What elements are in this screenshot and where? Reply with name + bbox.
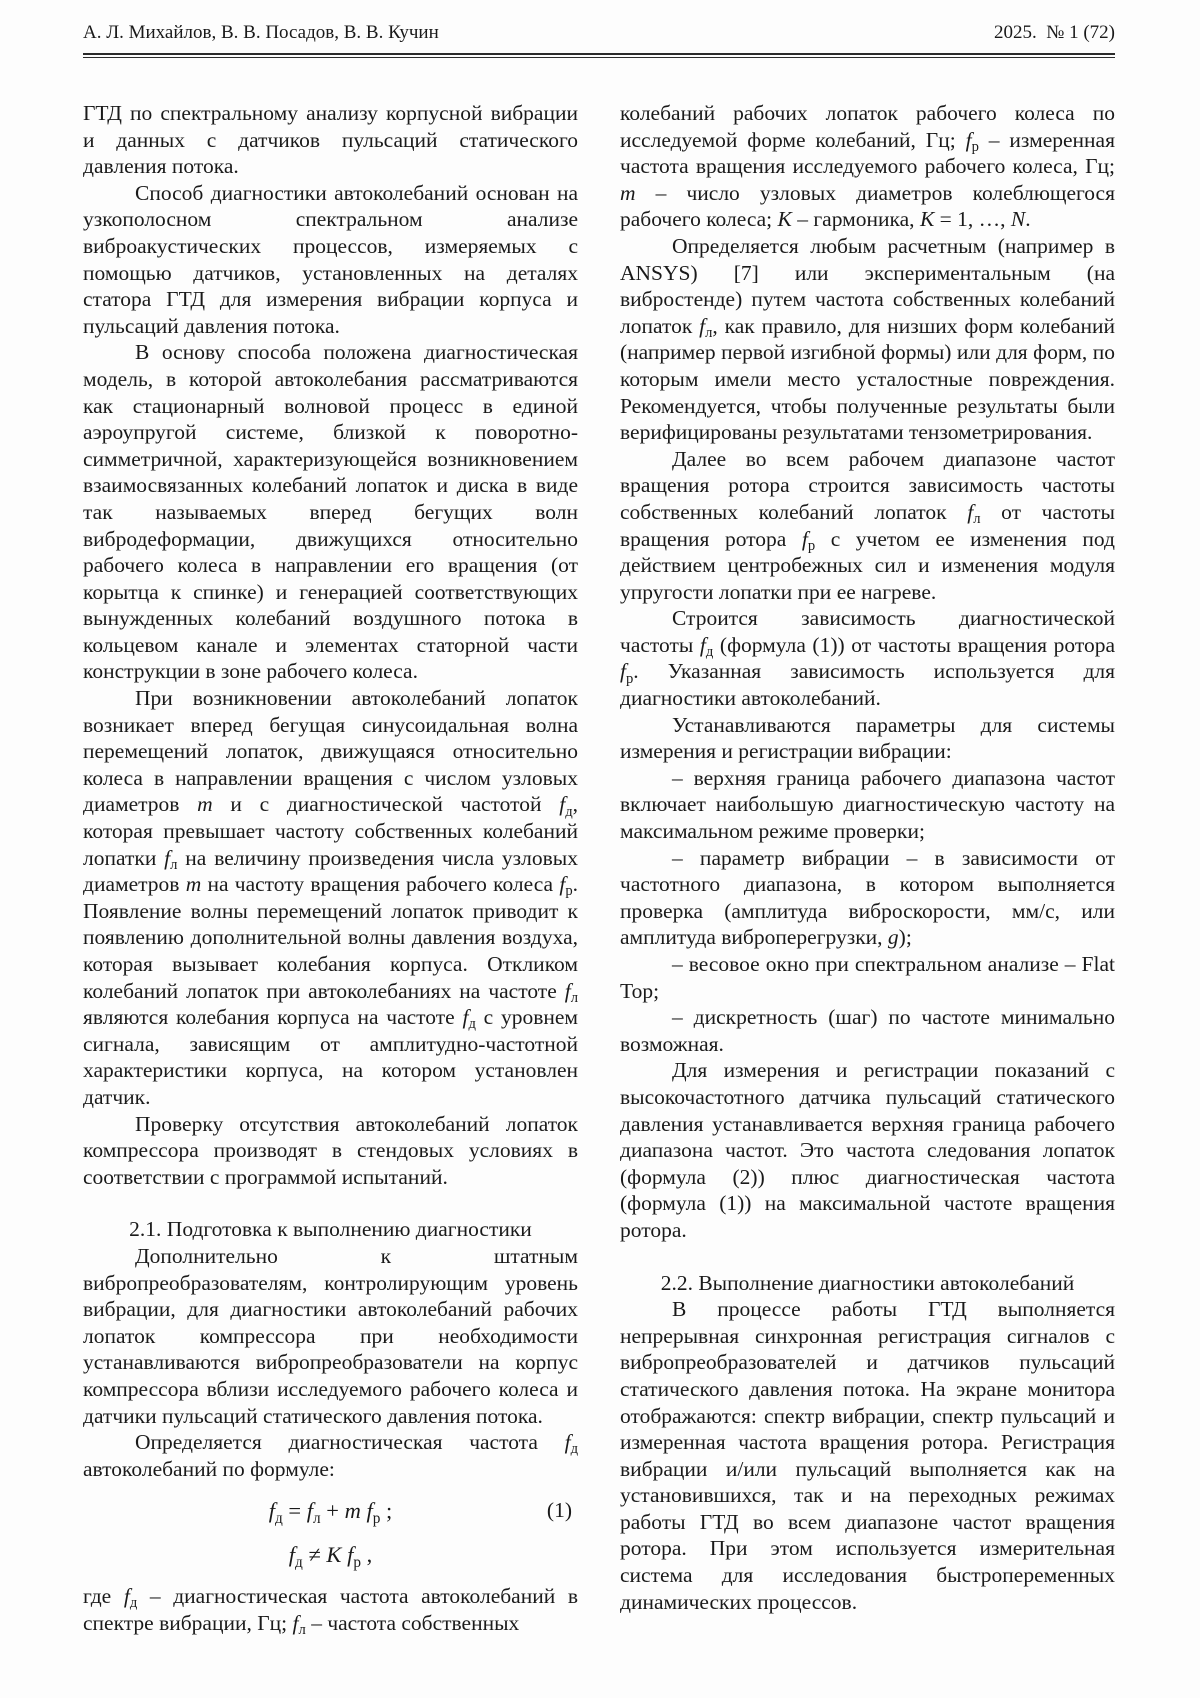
paragraph: Устанавливаются параметры для системы измерения и регистрации вибрации: bbox=[620, 712, 1115, 764]
section-heading: 2.1. Подготовка к выполнению диагностики bbox=[129, 1217, 532, 1242]
equation bbox=[83, 1495, 578, 1526]
equation-text: $f_д \ne K$ $f_р$ , bbox=[288, 1542, 373, 1571]
equation-number: (1) bbox=[546, 1498, 572, 1523]
header-issue: 2025. № 1 (72) bbox=[993, 22, 1115, 43]
right-column bbox=[620, 100, 1115, 1636]
header-double-rule bbox=[83, 53, 1115, 58]
section-heading: 2.2. Выполнение диагностики автоколебаний bbox=[660, 1270, 1075, 1295]
paragraph-continuation: где $f_д$ – диагностическая частота автоколебаний в спектре вибрации, Гц; $f_л$ – частота собственных bbox=[83, 1584, 578, 1638]
paragraph: В процессе работы ГТД выполняется непрерывная синхронная регистрация сигналов с вибропреобразователей и датчиков пульсаций статического давления потока. На экране монитора отображаются: спектр вибрации, спектр пульсаций и измеренная частота вращения ротора. Регистрация вибрации и/или пульсаций выполняется как на установившихся, так и на переходных режимах работы ГТД во всем диапазоне частот вращения ротора. При этом используется измерительная система для исследования быстропеременных динамических процессов. bbox=[620, 1297, 1115, 1614]
paragraph: – верхняя граница рабочего диапазона частот включает наибольшую диагностическую частоту на максимальном режиме проверки; bbox=[620, 765, 1115, 844]
paragraph: При возникновении автоколебаний лопаток возникает вперед бегущая синусоидальная волна перемещений лопаток, движущаяся относительно колеса в направлении вращения с числом узловых диаметров m и с диагностической частотой $f_д$, которая превышает частоту собственных колебаний лопатки $f_л$ на величину произведения числа узловых диаметров m на частоту вращения рабочего колеса $f_р$. Появление волны перемещений лопаток приводит к появлению дополнительной волны давления воздуха, которая вызывает колебания корпуса. Откликом колебаний лопаток при автоколебаниях на частоте $f_л$ являются колебания корпуса на частоте $f_д$ с уровнем сигнала, зависящим от амплитудно-частотной характеристики корпуса, на котором установлен датчик. bbox=[83, 686, 579, 1109]
paragraph: – параметр вибрации – в зависимости от частотного диапазона, в котором выполняется проверка (амплитуда виброскорости, мм/с, или амплитуда виброперегрузки, g); bbox=[620, 845, 1115, 950]
paragraph: Проверку отсутствия автоколебаний лопаток компрессора производят в стендовых условиях в соответствии с программой испытаний. bbox=[83, 1111, 578, 1189]
header-authors: А. Л. Михайлов, В. В. Посадов, В. В. Кучин bbox=[83, 22, 439, 43]
paragraph: В основу способа положена диагностическая модель, в которой автоколебания рассматриваются как стационарный волновой процесс в единой аэроупругой системе, близкой к поворотно-симметричной, характеризующейся возникновением взаимосвязанных колебаний лопаток и диска в виде так называемых вперед бегущих волн вибродеформации, движущихся относительно рабочего колеса в направлении его вращения (от корытца к спинке) и генерацией соответствующих вынужденных колебаний воздушного потока в кольцевом канале и элементах статорной части конструкции в зоне рабочего колеса. bbox=[83, 340, 578, 684]
article-body bbox=[83, 100, 1115, 1636]
paragraph: Определяется любым расчетным (например в ANSYS) [7] или экспериментальным (на вибростенде) путем частота собственных колебаний лопаток $f_л$, как правило, для низших форм колебаний (например первой изгибной формы) или для форм, по которым имели место усталостные повреждения. Рекомендуется, чтобы полученные результаты были верифицированы результатами тензометрирования. bbox=[620, 233, 1116, 445]
paragraph: Для измерения и регистрации показаний с высокочастотного датчика пульсаций статического давления устанавливается верхняя граница рабочего диапазона частот. Это частота следования лопаток (формула (2)) плюс диагностическая частота (формула (1)) на максимальной частоте вращения ротора. bbox=[620, 1058, 1115, 1242]
equation-text: $f_д = f_л + m$ $f_р$ ; bbox=[268, 1498, 393, 1527]
paragraph: Строится зависимость диагностической частоты $f_д$ (формула (1)) от частоты вращения ротора $f_р$. Указанная зависимость используется для диагностики автоколебаний. bbox=[620, 606, 1115, 711]
page-header bbox=[83, 22, 1115, 44]
paragraph: Способ диагностики автоколебаний основан на узкополосном спектральном анализе виброакустических процессов, измеряемых с помощью датчиков, установленных на деталях статора ГТД для измерения вибрации корпуса и пульсаций давления потока. bbox=[83, 180, 578, 338]
paragraph-continuation: ГТД по спектральному анализу корпусной вибрации и данных с датчиков пульсаций статического давления потока. bbox=[83, 101, 578, 179]
paragraph-continuation: колебаний рабочих лопаток рабочего колеса по исследуемой форме колебаний, Гц; $f_р$ – измеренная частота вращения исследуемого рабочего колеса, Гц; m – число узловых диаметров колеблющегося рабочего колеса; K – гармоника, K = 1, …, N. bbox=[620, 101, 1115, 232]
paragraph: Далее во всем рабочем диапазоне частот вращения ротора строится зависимость частоты собственных колебаний лопаток $f_л$ от частоты вращения ротора $f_р$ с учетом ее изменения под действием центробежных сил и изменения модуля упругости лопатки при ее нагреве. bbox=[620, 446, 1115, 604]
paragraph: Определяется диагностическая частота $f_д$ автоколебаний по формуле: bbox=[83, 1430, 578, 1481]
paragraph: – дискретность (шаг) по частоте минимально возможная. bbox=[620, 1005, 1115, 1056]
paragraph: Дополнительно к штатным вибропреобразователям, контролирующим уровень вибрации, для диагностики автоколебаний рабочих лопаток компрессора при необходимости устанавливаются вибропреобразователи на корпус компрессора вблизи исследуемого рабочего колеса и датчики пульсаций статического давления потока. bbox=[83, 1243, 578, 1428]
equation bbox=[83, 1539, 578, 1570]
left-column bbox=[83, 100, 578, 1636]
paragraph: – весовое окно при спектральном анализе – Flat Top; bbox=[620, 952, 1115, 1003]
